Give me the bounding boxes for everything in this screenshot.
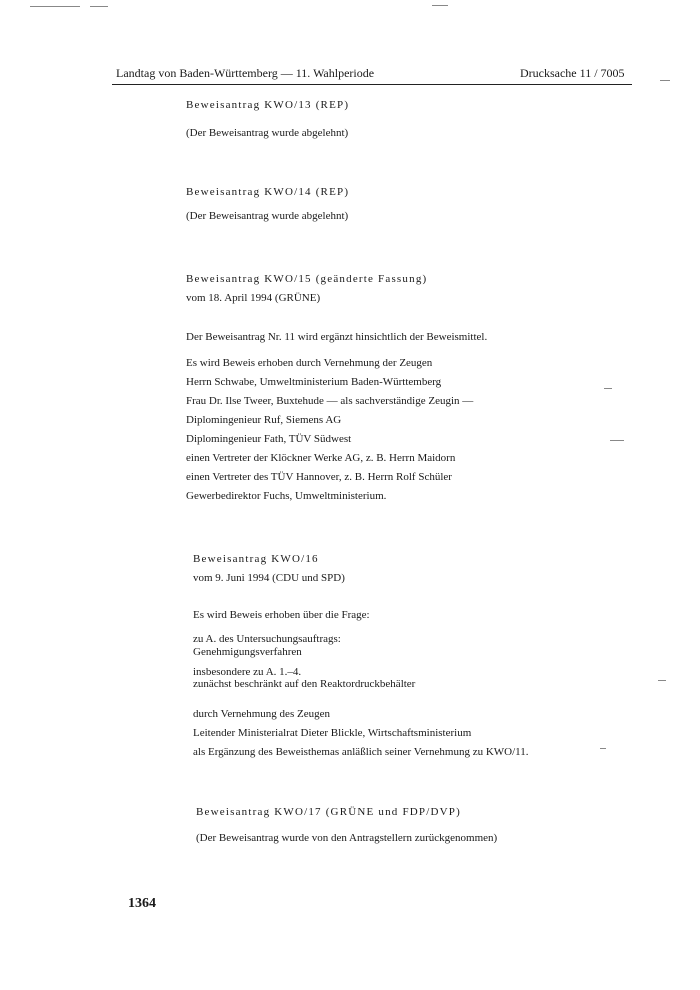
entry-line: Herrn Schwabe, Umweltministerium Baden-Württemberg	[186, 376, 442, 388]
entry-line: (Der Beweisantrag wurde abgelehnt)	[186, 127, 349, 139]
scan-speck	[30, 6, 80, 7]
entry-line: zu A. des Untersuchungsauftrags:	[193, 633, 341, 645]
entry-title: Beweisantrag KWO/13 (REP)	[186, 99, 350, 111]
entry-line: als Ergänzung des Beweisthemas anläßlich seiner Vernehmung zu KWO/11.	[193, 746, 529, 758]
entry-line: Frau Dr. Ilse Tweer, Buxtehude — als sachverständige Zeugin —	[186, 395, 474, 407]
scan-speck	[658, 680, 666, 681]
entry-line: einen Vertreter der Klöckner Werke AG, z. B. Herrn Maidorn	[186, 452, 456, 464]
entry-line: Diplomingenieur Ruf, Siemens AG	[186, 414, 342, 426]
entry-line: Es wird Beweis erhoben über die Frage:	[193, 609, 370, 621]
entry-line: einen Vertreter des TÜV Hannover, z. B. Herrn Rolf Schüler	[186, 471, 452, 483]
entry-line: zunächst beschränkt auf den Reaktordruckbehälter	[193, 678, 416, 690]
entry-title: Beweisantrag KWO/14 (REP)	[186, 186, 350, 198]
entry-line: Genehmigungsverfahren	[193, 646, 302, 658]
entry-title: Beweisantrag KWO/16	[193, 553, 319, 565]
entry-line: Der Beweisantrag Nr. 11 wird ergänzt hinsichtlich der Beweismittel.	[186, 331, 488, 343]
header-left: Landtag von Baden-Württemberg — 11. Wahlperiode	[116, 66, 375, 80]
header-right: Drucksache 11 / 7005	[520, 66, 625, 80]
entry-line: (Der Beweisantrag wurde abgelehnt)	[186, 210, 349, 222]
entry-line: Gewerbedirektor Fuchs, Umweltministerium.	[186, 490, 387, 502]
entry-title: Beweisantrag KWO/17 (GRÜNE und FDP/DVP)	[196, 806, 461, 818]
entry-line: Es wird Beweis erhoben durch Vernehmung der Zeugen	[186, 357, 433, 369]
scan-speck	[90, 6, 108, 7]
scan-speck	[604, 388, 612, 389]
entry-line: (Der Beweisantrag wurde von den Antragstellern zurückgenommen)	[196, 832, 498, 844]
scan-speck	[660, 80, 670, 81]
header-rule	[112, 84, 632, 85]
entry-line: Leitender Ministerialrat Dieter Blickle, Wirtschaftsministerium	[193, 727, 472, 739]
scan-speck	[600, 748, 606, 749]
entry-title: Beweisantrag KWO/15 (geänderte Fassung)	[186, 273, 428, 285]
scan-speck	[432, 5, 448, 6]
entry-subtitle: vom 18. April 1994 (GRÜNE)	[186, 292, 321, 304]
entry-line: durch Vernehmung des Zeugen	[193, 708, 330, 720]
entry-subtitle: vom 9. Juni 1994 (CDU und SPD)	[193, 572, 345, 584]
entry-line: Diplomingenieur Fath, TÜV Südwest	[186, 433, 352, 445]
scan-speck	[610, 440, 624, 441]
entry-line: insbesondere zu A. 1.–4.	[193, 666, 302, 678]
page-number: 1364	[128, 896, 156, 911]
